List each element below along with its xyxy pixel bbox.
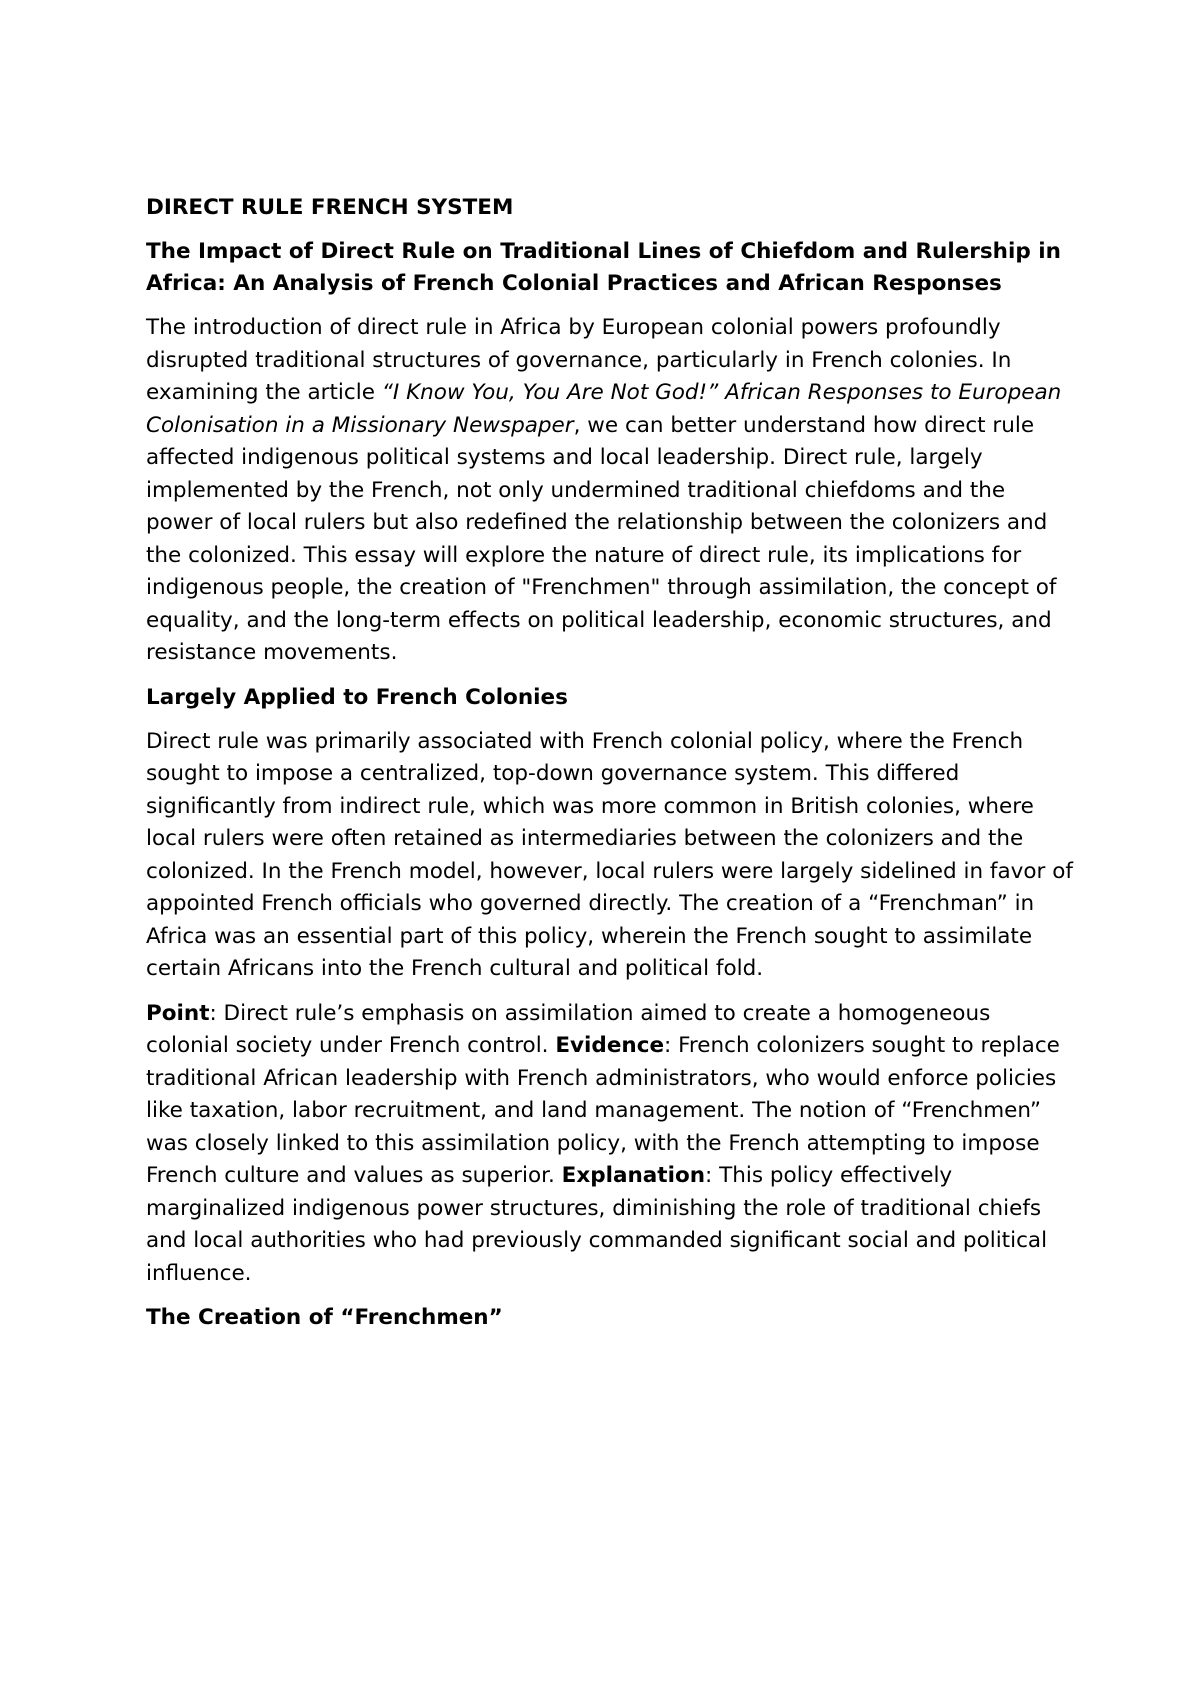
evidence-label: Evidence: [555, 1033, 665, 1058]
section-heading-french-colonies: Largely Applied to French Colonies: [146, 684, 568, 710]
article-title: “I Know You, You Are Not God!” African Responses to European Colonisation in a Missionary Newspaper: [146, 380, 1062, 438]
intro-paragraph: [146, 312, 1076, 670]
evidence-text: : French colonizers sought to replace traditional African leadership with French administrators, who would enforce policies like taxation, labor recruitment, and land management. The notion of “Frenchmen” was closely linked to this assimilation policy, with the French attempting to impose French culture and values as superior.: [146, 1033, 1060, 1188]
explanation-label: Explanation: [561, 1163, 706, 1188]
point-label: Point: [146, 1000, 210, 1026]
section-heading-creation-of-frenchmen: The Creation of “Frenchmen”: [146, 1305, 503, 1330]
document-heading: DIRECT RULE FRENCH SYSTEM: [146, 195, 514, 220]
intro-text-part2: , we can better understand how direct rule affected indigenous political systems and local leadership. Direct rule, largely implemented by the French, not only undermined traditional chiefdoms and the power of local rulers but also redefined the relationship between the colonizers and the colonized. This essay will explore the nature of direct rule, its implications for indigenous people, the creation of "Frenchmen" through assimilation, the concept of equality, and the long-term effects on political leadership, economic structures, and resistance movements.: [146, 412, 1057, 665]
document-page: [146, 192, 1076, 1346]
pee-paragraph: [146, 998, 1076, 1291]
intro-text-part1: The introduction of direct rule in Africa by European colonial powers profoundly disrupted traditional structures of governance, particularly in French colonies. In examining the article: [146, 315, 1012, 405]
point-text: : Direct rule’s emphasis on assimilation aimed to create a homogeneous colonial society under French control.: [146, 1000, 991, 1058]
essay-title: The Impact of Direct Rule on Traditional Lines of Chiefdom and Rulership in Africa: An Analysis of French Colonial Practices and African Responses: [146, 239, 1061, 296]
explanation-text: : This policy effectively marginalized indigenous power structures, diminishing the role of traditional chiefs and local authorities who had previously commanded significant social and political influence.: [146, 1163, 1048, 1286]
french-colonies-paragraph: Direct rule was primarily associated with French colonial policy, where the French sought to impose a centralized, top-down governance system. This differed significantly from indirect rule, which was more common in British colonies, where local rulers were often retained as intermediaries between the colonizers and the colonized. In the French model, however, local rulers were largely sidelined in favor of appointed French officials who governed directly. The creation of a “Frenchman” in Africa was an essential part of this policy, wherein the French sought to assimilate certain Africans into the French cultural and political fold.: [146, 728, 1073, 981]
